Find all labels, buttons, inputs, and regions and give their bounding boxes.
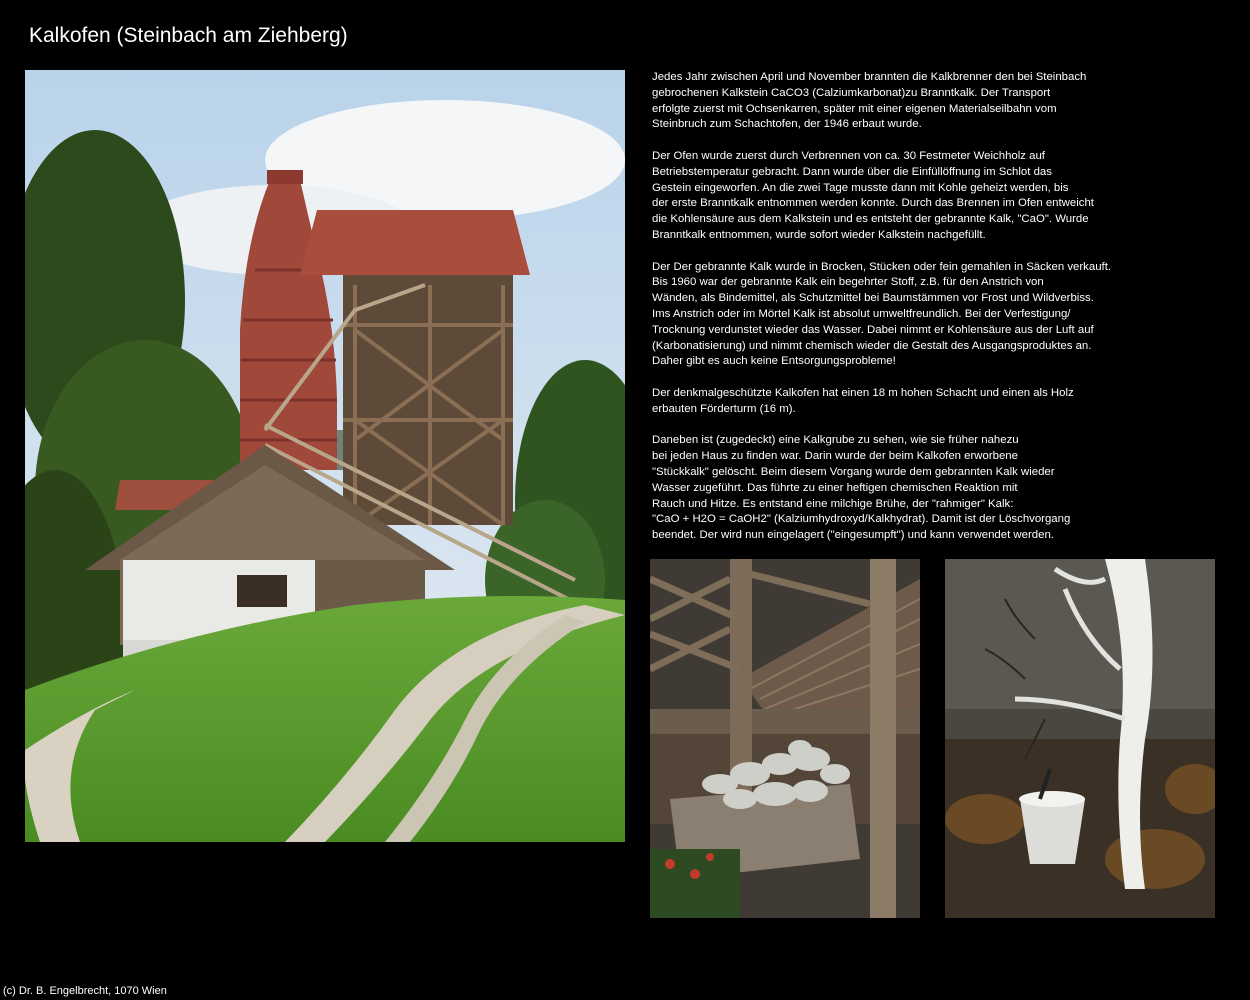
copyright-footer: (c) Dr. B. Engelbrecht, 1070 Wien (3, 985, 167, 997)
paragraph-2: Der Ofen wurde zuerst durch Verbrennen von ca. 30 Festmeter Weichholz auf Betriebstemperatur gebracht. Dann wurde über die Einfüllöffnung im Schlot das Gestein eingeworfen. An die zwei Tage musste dann mit Kohle geheizt werden, bis der erste Branntkalk entnommen werden konnte. Durch das Brennen im Ofen entweicht die Kohlensäure aus dem Kalkstein und es entsteht der gebrannte Kalk, "CaO". Wurde Branntkalk entnommen, wurde sofort wieder Kalkstein nachgefüllt. (652, 149, 1094, 241)
limestone-box-photo (650, 559, 920, 918)
paragraph-1: Jedes Jahr zwischen April und November brannten die Kalkbrenner den bei Steinbach gebrochenen Kalkstein CaCO3 (Calziumkarbonat)zu Branntkalk. Der Transport erfolgte zuerst mit Ochsenkarren, später mit einer eigenen Materialseilbahn vom Steinbruch zum Schachtofen, der 1946 erbaut wurde. (652, 71, 1087, 131)
paragraph-5: Daneben ist (zugedeckt) eine Kalkgrube zu sehen, wie sie früher nahezu bei jeden Haus zu finden war. Darin wurde der beim Kalkofen erworbene "Stückkalk" gelöscht. Beim diesem Vorgang wurde dem gebrannten Kalk wieder Wasser zugeführt. Das führte zu einer heftigen chemischen Reaktion mit Rauch und Hitze. Es entstand eine milchige Brühe, der "rahmiger" Kalk: "CaO + H2O = CaOH2" (Kalziumhydroxyd/Kalkhydrat). Damit ist der Löschvorgang beendet. Der wird nun eingelagert ("eingesumpft") und kann verwendet werden. (652, 434, 1071, 542)
paragraph-4: Der denkmalgeschützte Kalkofen hat einen 18 m hohen Schacht und einen als Holz erbauten Förderturm (16 m). (652, 386, 1074, 415)
page-title: Kalkofen (Steinbach am Ziehberg) (29, 24, 348, 47)
kiln-tower-photo (25, 70, 625, 842)
paragraph-3: Der Der gebrannte Kalk wurde in Brocken, Stücken oder fein gemahlen in Säcken verkauft. Bis 1960 war der gebrannte Kalk ein begehrter Stoff, z.B. für den Anstrich von Wänden, als Bindemittel, als Schutzmittel bei Baumstämmen vor Frost und Wildverbiss. Ims Anstrich oder im Mörtel Kalk ist absolut umweltfreundlich. Bei der Verfestigung/ Trocknung verdunstet wieder das Wasser. Dabei nimmt er Kohlensäure aus der Luft auf (Karbonatisierung) und nimmt chemisch wieder die Gestalt des Ausgangsproduktes an. Daher gibt es auch keine Entsorgungsprobleme! (652, 260, 1112, 368)
limed-tree-photo (945, 559, 1215, 918)
description-text (652, 70, 1157, 560)
